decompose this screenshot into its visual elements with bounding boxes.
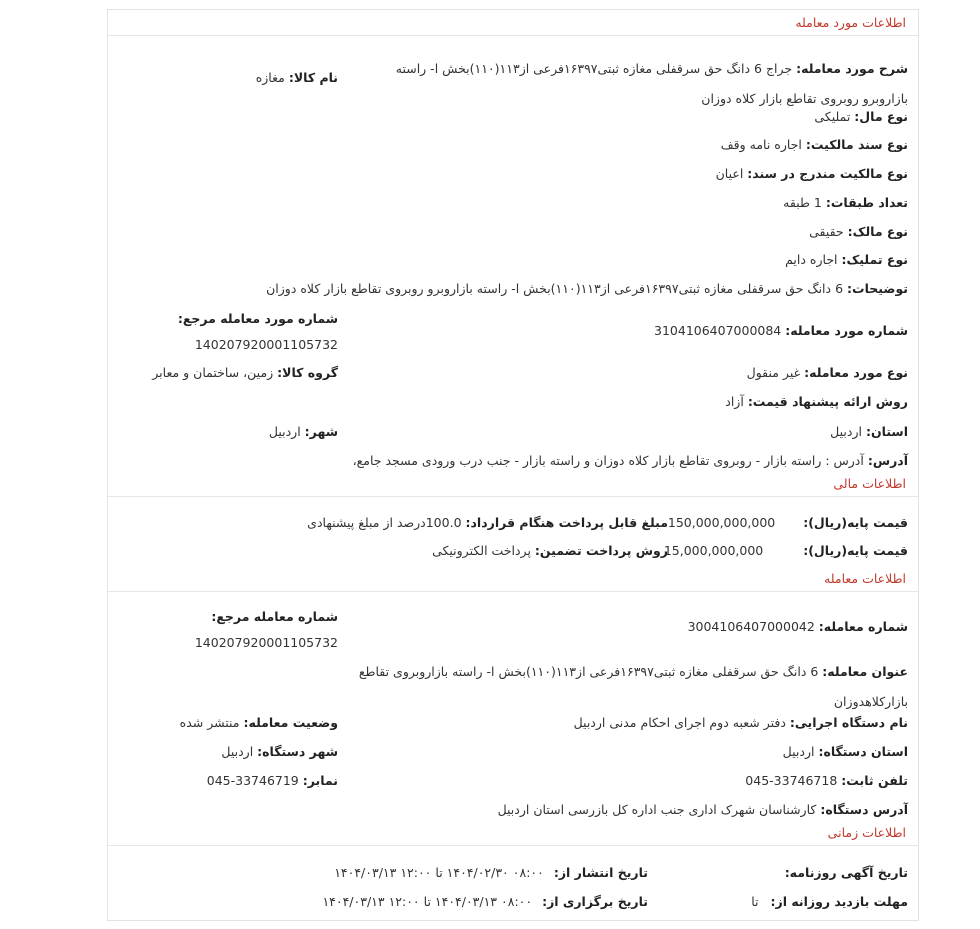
ownership-doc-type-value: اجاره نامه وقف — [720, 137, 802, 152]
transaction-status-label: وضعیت معامله: — [243, 715, 338, 730]
ref-transaction-number-label: شماره معامله مرجع: — [211, 609, 338, 624]
province-label: استان: — [865, 424, 908, 439]
city — [269, 423, 338, 441]
publish-date — [334, 864, 648, 882]
owner-type — [809, 223, 908, 241]
guarantee-method-value: پرداخت الکترونیکی — [432, 543, 531, 558]
org-city-value: اردبیل — [221, 744, 254, 759]
item-type-value: غیر منقول — [746, 365, 801, 380]
transaction-status-value: منتشر شده — [179, 715, 240, 730]
ref-item-number — [178, 310, 338, 354]
transaction-title-value: 6 دانگ حق سرقفلی مغازه ثبتی۱۶۳۹۷فرعی از۱۱۳(۱۱۰)بخش ا- راسته بازاروبروی تقاطع بازارکلاهدوزان — [358, 664, 908, 709]
org-fax-value: 045-33746719 — [206, 773, 299, 788]
guarantee-method-label: روش پرداخت تضمین: — [534, 543, 668, 558]
org-province — [783, 743, 908, 761]
base-price-1 — [668, 514, 908, 532]
ref-item-number-label: شماره مورد معامله مرجع: — [177, 311, 338, 326]
item-description-label: شرح مورد معامله: — [796, 61, 908, 76]
section-title-transaction: اطلاعات معامله — [108, 566, 918, 592]
city-label: شهر: — [304, 424, 338, 439]
owner-type-value: حقیقی — [809, 224, 844, 239]
ownership-doc-type-label: نوع سند مالکیت: — [805, 137, 908, 152]
transaction-title — [348, 657, 908, 717]
transaction-number — [688, 618, 908, 636]
price-method-value: آزاد — [725, 394, 744, 409]
item-description — [348, 54, 908, 114]
transfer-type-value: اجاره دایم — [785, 252, 838, 267]
ownership-doc-type — [721, 136, 908, 154]
address-label: آدرس: — [867, 453, 908, 468]
org-phone — [745, 772, 908, 790]
ref-transaction-number — [195, 608, 338, 652]
holding-date-label: تاریخ برگزاری از: — [542, 894, 648, 909]
city-value: اردبیل — [268, 424, 301, 439]
holding-date-value: ۰۸:۰۰ ۱۴۰۴/۰۳/۱۳ تا ۱۲:۰۰ ۱۴۰۴/۰۳/۱۳ — [322, 894, 533, 909]
goods-name — [256, 69, 338, 87]
payable-amount — [307, 514, 668, 532]
goods-group — [152, 364, 338, 382]
base-price-1-label: قیمت پایه(ریال): — [803, 515, 908, 530]
ownership-in-doc-label: نوع مالکیت مندرج در سند: — [747, 166, 908, 181]
item-description-value: جراج 6 دانگ حق سرقفلی مغازه ثبتی۱۶۳۹۷فرعی از۱۱۳(۱۱۰)بخش ا- راسته بازاروبرو روبروی تقاطع بازار کلاه دوزان — [395, 61, 908, 106]
item-number-label: شماره مورد معامله: — [785, 323, 908, 338]
org-phone-value: 045-33746718 — [745, 773, 838, 788]
newspaper-ad-date — [785, 864, 908, 882]
transaction-title-label: عنوان معامله: — [822, 664, 908, 679]
ref-item-number-value: 140207920001105732 — [194, 337, 338, 352]
address — [353, 452, 908, 470]
floor-count-value: 1 طبقه — [783, 195, 822, 210]
property-type — [814, 108, 908, 126]
payable-amount-label: مبلغ قابل پرداخت هنگام قرارداد: — [465, 515, 668, 530]
org-province-label: استان دستگاه: — [818, 744, 908, 759]
province-value: اردبیل — [830, 424, 862, 439]
base-price-2 — [664, 542, 908, 560]
price-method — [725, 393, 908, 411]
publish-date-value: ۰۸:۰۰ ۱۴۰۴/۰۲/۳۰ تا ۱۲:۰۰ ۱۴۰۴/۰۳/۱۳ — [334, 865, 544, 880]
guarantee-method — [432, 542, 668, 560]
goods-name-value: مغازه — [255, 70, 285, 85]
description — [266, 280, 908, 298]
publish-date-label: تاریخ انتشار از: — [553, 865, 648, 880]
floor-count — [783, 194, 908, 212]
address-value: آدرس : راسته بازار - روبروی تقاطع بازار کلاه دوزان و راسته بازار - جنب درب ورودی مسجد جامع، — [352, 453, 864, 468]
daily-visit-deadline — [751, 893, 908, 911]
base-price-2-value: 15,000,000,000 — [663, 543, 764, 558]
org-province-value: اردبیل — [782, 744, 815, 759]
org-city-label: شهر دستگاه: — [257, 744, 338, 759]
org-fax-label: نمابر: — [302, 773, 338, 788]
description-label: توضیحات: — [847, 281, 908, 296]
section-title-financial: اطلاعات مالی — [108, 471, 918, 497]
transaction-number-label: شماره معامله: — [818, 619, 908, 634]
base-price-2-label: قیمت پایه(ریال): — [803, 543, 908, 558]
goods-group-value: زمین، ساختمان و معابر — [152, 365, 274, 380]
org-address-value: کارشناسان شهرک اداری جنب اداره کل بازرسی استان اردبیل — [497, 802, 817, 817]
section-title-item-info: اطلاعات مورد معامله — [108, 10, 918, 36]
section-title-timing: اطلاعات زمانی — [108, 820, 918, 846]
org-address-label: آدرس دستگاه: — [820, 802, 908, 817]
province — [830, 423, 908, 441]
item-type-label: نوع مورد معامله: — [804, 365, 908, 380]
ownership-in-doc-value: اعیان — [715, 166, 744, 181]
holding-date — [322, 893, 648, 911]
item-type — [747, 364, 908, 382]
item-number-value: 3104106407000084 — [654, 323, 782, 338]
price-method-label: روش ارائه پیشنهاد قیمت: — [747, 394, 908, 409]
payable-amount-value: 100.0درصد از مبلغ پیشنهادی — [307, 515, 462, 530]
transaction-status — [180, 714, 338, 732]
property-type-label: نوع مال: — [854, 109, 908, 124]
base-price-1-value: 150,000,000,000 — [667, 515, 776, 530]
item-number — [654, 322, 908, 340]
goods-name-label: نام کالا: — [288, 70, 338, 85]
transaction-number-value: 3004106407000042 — [687, 619, 815, 634]
transfer-type-label: نوع تملیک: — [841, 252, 908, 267]
newspaper-ad-date-label: تاریخ آگهی روزنامه: — [784, 865, 908, 880]
details-panel — [107, 9, 919, 921]
owner-type-label: نوع مالک: — [847, 224, 908, 239]
daily-visit-deadline-value: تا — [751, 894, 759, 909]
daily-visit-deadline-label: مهلت بازدید روزانه از: — [770, 894, 908, 909]
ref-transaction-number-value: 140207920001105732 — [194, 635, 338, 650]
executive-org — [574, 714, 908, 732]
org-fax — [207, 772, 338, 790]
org-city — [221, 743, 338, 761]
description-value: 6 دانگ حق سرقفلی مغازه ثبتی۱۶۳۹۷فرعی از۱۱۳(۱۱۰)بخش ا- راسته بازاروبرو روبروی تقاطع بازار کلاه دوزان — [266, 281, 844, 296]
executive-org-label: نام دستگاه اجرایی: — [789, 715, 908, 730]
goods-group-label: گروه کالا: — [277, 365, 338, 380]
ownership-in-doc — [716, 165, 908, 183]
executive-org-value: دفتر شعبه دوم اجرای احکام مدنی اردبیل — [573, 715, 786, 730]
org-address — [498, 801, 908, 819]
transfer-type — [785, 251, 908, 269]
property-type-value: تملیکی — [814, 109, 851, 124]
org-phone-label: تلفن ثابت: — [841, 773, 908, 788]
floor-count-label: تعداد طبقات: — [825, 195, 908, 210]
